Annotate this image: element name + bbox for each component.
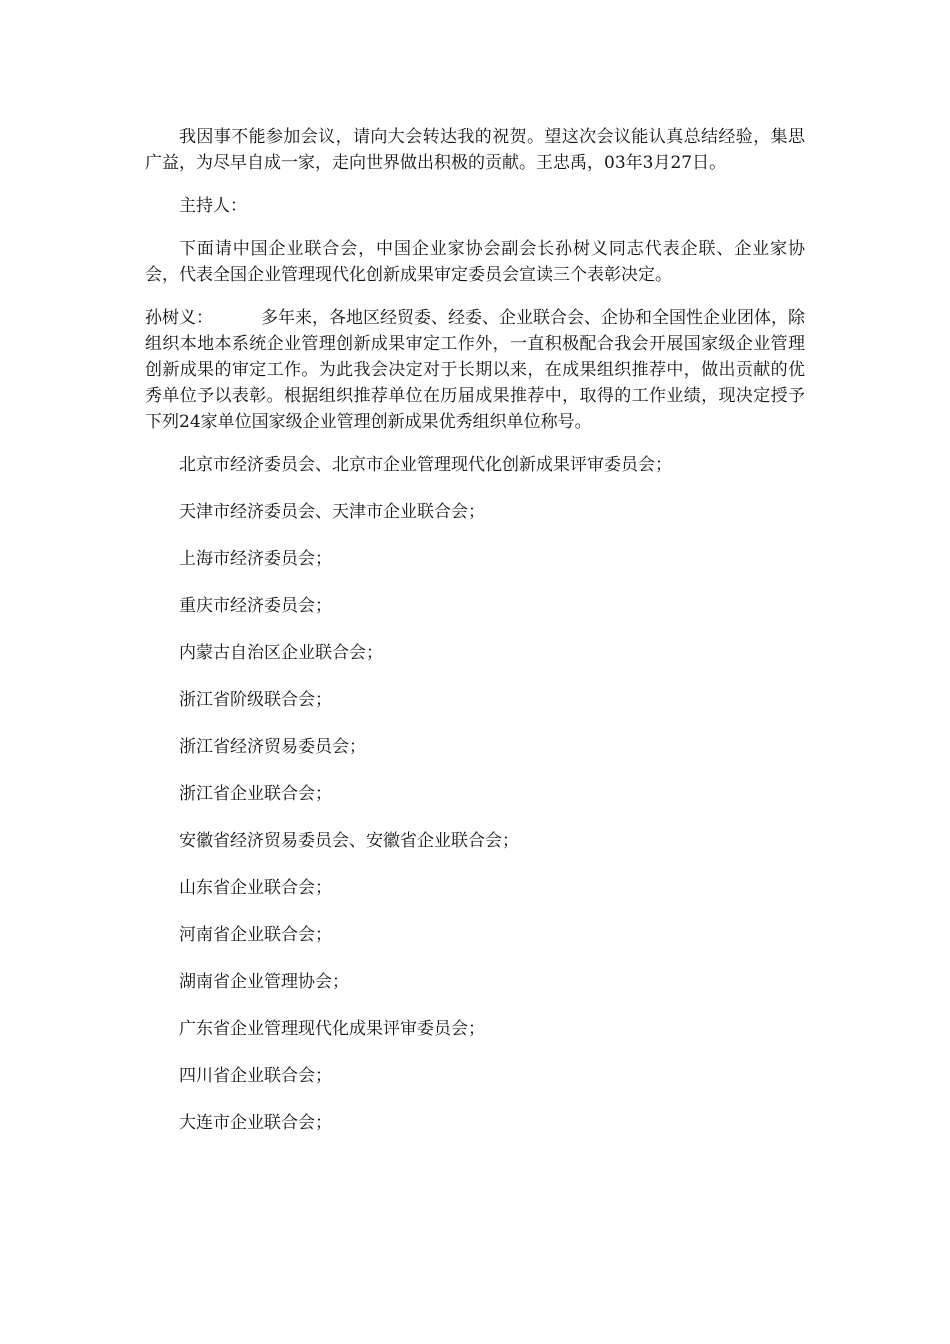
organization-item: 浙江省企业联合会； — [179, 784, 332, 804]
organization-item: 天津市经济委员会、天津市企业联合会； — [179, 502, 485, 522]
organization-item: 安徽省经济贸易委员会、安徽省企业联合会； — [179, 831, 519, 851]
speaker-paragraph — [145, 305, 805, 435]
organization-item: 浙江省阶级联合会； — [179, 690, 332, 710]
speaker-text: 多年来，各地区经贸委、经委、企业联合会、企协和全国性企业团体，除组织本地本系统企业管理创新成果审定工作外，一直积极配合我会开展国家级企业管理创新成果的审定工作。为此我会决定对于长期以来，在成果组织推荐中，做出贡献的优秀单位予以表彰。根据组织推荐单位在历届成果推荐中，取得的工作业绩，现决定授予下列24家单位国家级企业管理创新成果优秀组织单位称号。 — [145, 308, 805, 432]
organization-item: 河南省企业联合会； — [179, 925, 332, 945]
organization-list — [145, 452, 805, 1136]
organization-item: 大连市企业联合会； — [179, 1113, 332, 1133]
organization-item: 上海市经济委员会； — [179, 549, 332, 569]
document-page — [145, 124, 805, 1157]
speaker-name: 孙树义： — [145, 308, 213, 328]
host-label: 主持人： — [179, 196, 247, 216]
organization-item: 浙江省经济贸易委员会； — [179, 737, 366, 757]
organization-item: 重庆市经济委员会； — [179, 596, 332, 616]
organization-item: 北京市经济委员会、北京市企业管理现代化创新成果评审委员会； — [179, 455, 672, 475]
host-intro-paragraph: 下面请中国企业联合会，中国企业家协会副会长孙树义同志代表企联、企业家协会，代表全国企业管理现代化创新成果审定委员会宣读三个表彰决定。 — [145, 239, 805, 285]
organization-item: 山东省企业联合会； — [179, 878, 332, 898]
organization-item: 湖南省企业管理协会； — [179, 972, 349, 992]
organization-item: 内蒙古自治区企业联合会； — [179, 643, 383, 663]
organization-item: 四川省企业联合会； — [179, 1066, 332, 1086]
organization-item: 广东省企业管理现代化成果评审委员会； — [179, 1019, 485, 1039]
greeting-paragraph: 我因事不能参加会议，请向大会转达我的祝贺。望这次会议能认真总结经验，集思广益，为尽早自成一家，走向世界做出积极的贡献。王忠禹，03年3月27日。 — [145, 127, 805, 173]
